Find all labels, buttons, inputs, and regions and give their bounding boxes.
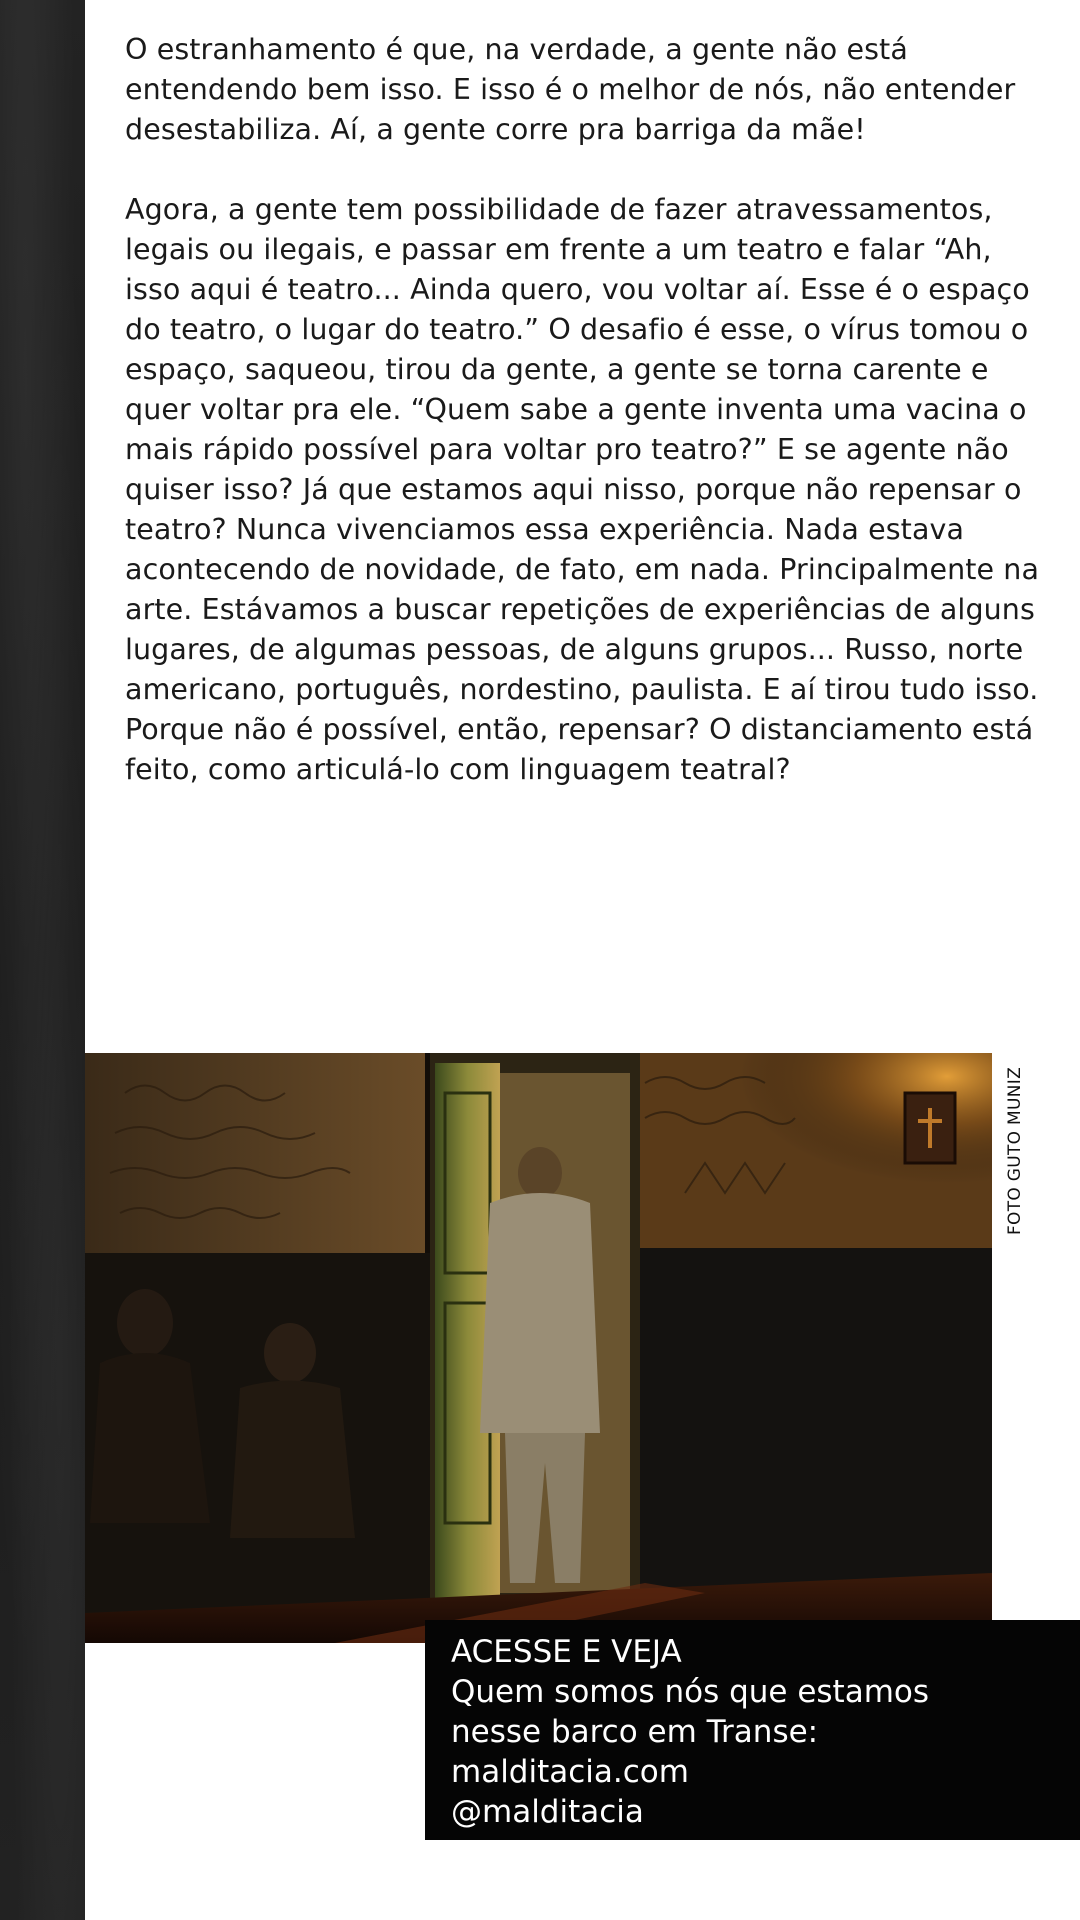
theater-photo	[85, 1053, 992, 1643]
article-body	[125, 30, 1045, 830]
promo-box	[425, 1620, 1080, 1840]
social-handle-link[interactable]: @malditacia	[451, 1794, 644, 1830]
promo-line-1: Quem somos nós que estamos	[451, 1674, 930, 1710]
promo-heading: ACESSE E VEJA	[451, 1634, 682, 1670]
website-link[interactable]: malditacia.com	[451, 1754, 689, 1790]
photo-credit	[1000, 1053, 1030, 1248]
photo-credit-text: FOTO GUTO MUNIZ	[1005, 1066, 1025, 1235]
promo-line-2: nesse barco em Transe:	[451, 1714, 819, 1750]
paragraph-1: O estranhamento é que, na verdade, a gente não está entendendo bem isso. E isso é o melhor de nós, não entender desestabiliza. Aí, a gente corre pra barriga da mãe!	[125, 33, 1016, 146]
paragraph-2: Agora, a gente tem possibilidade de fazer atravessamentos, legais ou ilegais, e passar em frente a um teatro e falar “Ah, isso aqui é teatro... Ainda quero, vou voltar aí. Esse é o espaço do teatro, o lugar do teatro.” O desafio é esse, o vírus tomou o espaço, saqueou, tirou da gente, a gente se torna carente e quer voltar pra ele. “Quem sabe a gente inventa uma vacina o mais rápido possível para voltar pro teatro?” E se agente não quiser isso? Já que estamos aqui nisso, porque não repensar o teatro? Nunca vivenciamos essa experiência. Nada estava acontecendo de novidade, de fato, em nada. Principalmente na arte. Estávamos a buscar repetições de experiências de alguns lugares, de algumas pessoas, de alguns grupos... Russo, norte americano, português, nordestino, paulista. E aí tirou tudo isso. Porque não é possível, então, repensar? O distanciamento está feito, como articulá-lo com linguagem teatral?	[125, 193, 1040, 786]
left-texture-band	[0, 0, 85, 1920]
